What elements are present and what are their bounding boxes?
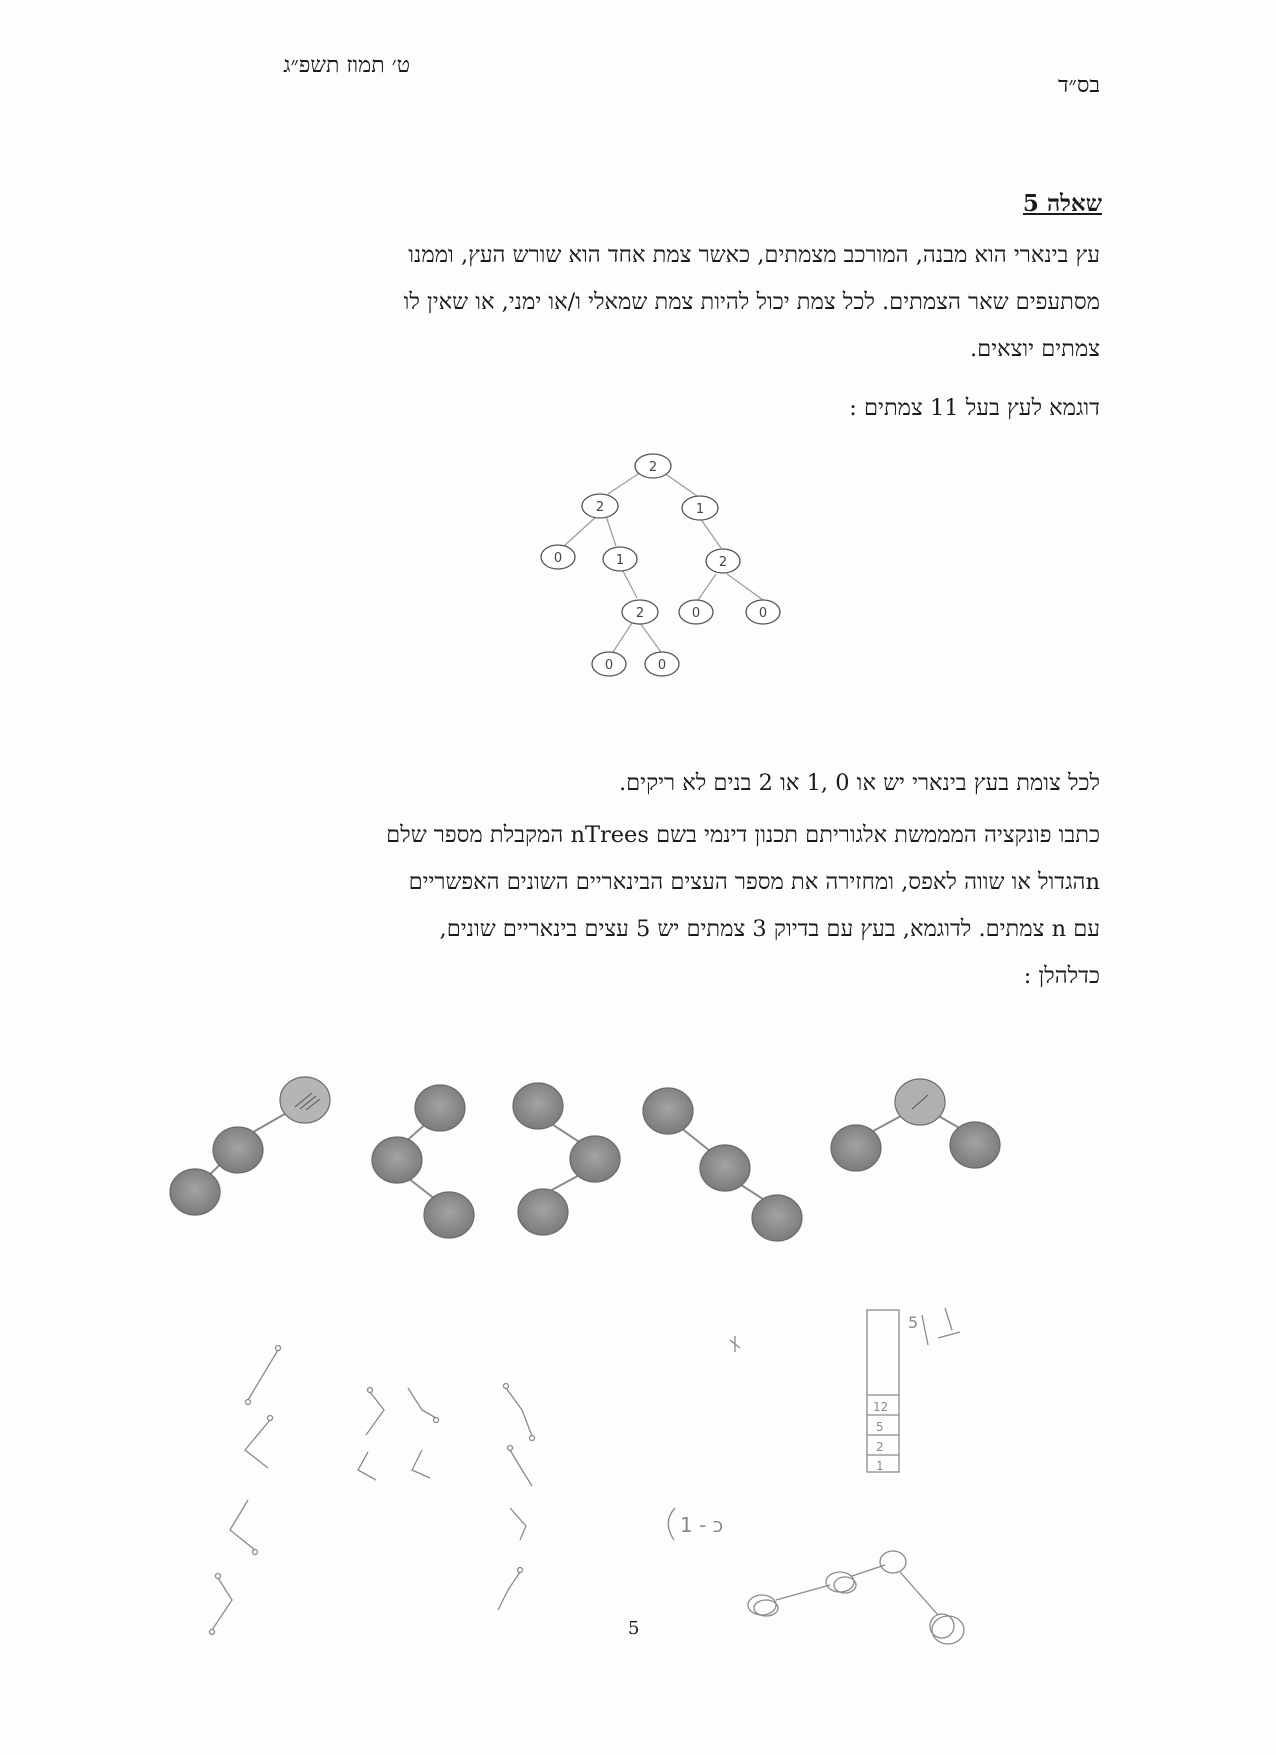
tree-node-value: 2 [635,606,645,621]
pencil-scribbles [200,1300,1080,1680]
tree-node-value: 1 [695,502,705,517]
tree-node-value: 1 [615,553,625,568]
tree4-right-node [700,1145,750,1191]
scribble-side-note: 5 [908,1313,919,1332]
scribble-label: 1 - כ [680,1513,724,1537]
table-cell-value: 2 [876,1440,884,1454]
tree1-root-node [280,1077,330,1123]
header-date: ט׳ תמוז תשפ״ג [283,53,410,78]
tree1-left-node [213,1127,263,1173]
task-line: כתבו פונקציה המממשת אלגוריתם תכנון דינמי בשם nTrees המקבלת מספר שלם [386,822,1100,848]
tree4-root-node [643,1088,693,1134]
task-paragraph [200,812,1100,1000]
five-binary-trees-figure [160,1075,1040,1285]
task-line: כדלהלן : [1023,963,1100,989]
tree-node-value: 0 [604,658,614,673]
intro-line: עץ בינארי הוא מבנה, המורכב מצמתים, כאשר צמת אחד הוא שורש העץ, וממנו [408,242,1100,268]
tree2-root-node [415,1085,465,1131]
question-title: שאלה 5 [1022,190,1102,217]
example-tree-diagram [520,440,820,680]
scribbled-small-trees [210,1308,965,1644]
tree5-right-node [950,1122,1000,1168]
tree3-root-node [513,1083,563,1129]
scribble-table-values [873,1400,888,1473]
tree3-right-left-node [518,1189,568,1235]
root-hatching [295,1093,928,1110]
table-cell-value: 1 [876,1459,884,1473]
tree5-left-node [831,1125,881,1171]
task-line: עם n צמתים. לדוגמא, בעץ עם בדיוק 3 צמתים יש 5 עצים בינאריים שונים, [439,916,1100,942]
intro-paragraph [200,232,1100,373]
tree-node-value: 0 [758,606,768,621]
rule-line: לכל צומת בעץ בינארי יש או 0 ,1 או 2 בנים לא ריקים. [618,770,1100,796]
tree3-right-node [570,1136,620,1182]
header-mark: בס״ד [1057,73,1100,98]
intro-line: מסתעפים שאר הצמתים. לכל צמת יכול להיות צמת שמאלי ו/או ימני, או שאין לו [403,289,1100,315]
tree2-left-node [372,1137,422,1183]
tree-node-value: 0 [553,551,563,566]
tree1-left-left-node [170,1169,220,1215]
example-label: דוגמא לעץ בעל 11 צמתים : [849,395,1100,421]
tree-node-value: 2 [718,555,728,570]
tree2-left-right-node [424,1192,474,1238]
task-line: nהגדול או שווה לאפס, ומחזירה את מספר העצים הבינאריים השונים האפשריים [408,869,1100,895]
tree-node-value: 0 [691,606,701,621]
tree-node-value: 0 [657,658,667,673]
tree-node-value: 2 [595,500,605,515]
table-cell-value: 12 [873,1400,889,1414]
table-cell-value: 5 [876,1420,884,1434]
tree-node-value: 2 [648,460,658,475]
tree4-right-right-node [752,1195,802,1241]
intro-line: צמתים יוצאים. [970,336,1100,362]
page-number: 5 [628,1618,640,1639]
